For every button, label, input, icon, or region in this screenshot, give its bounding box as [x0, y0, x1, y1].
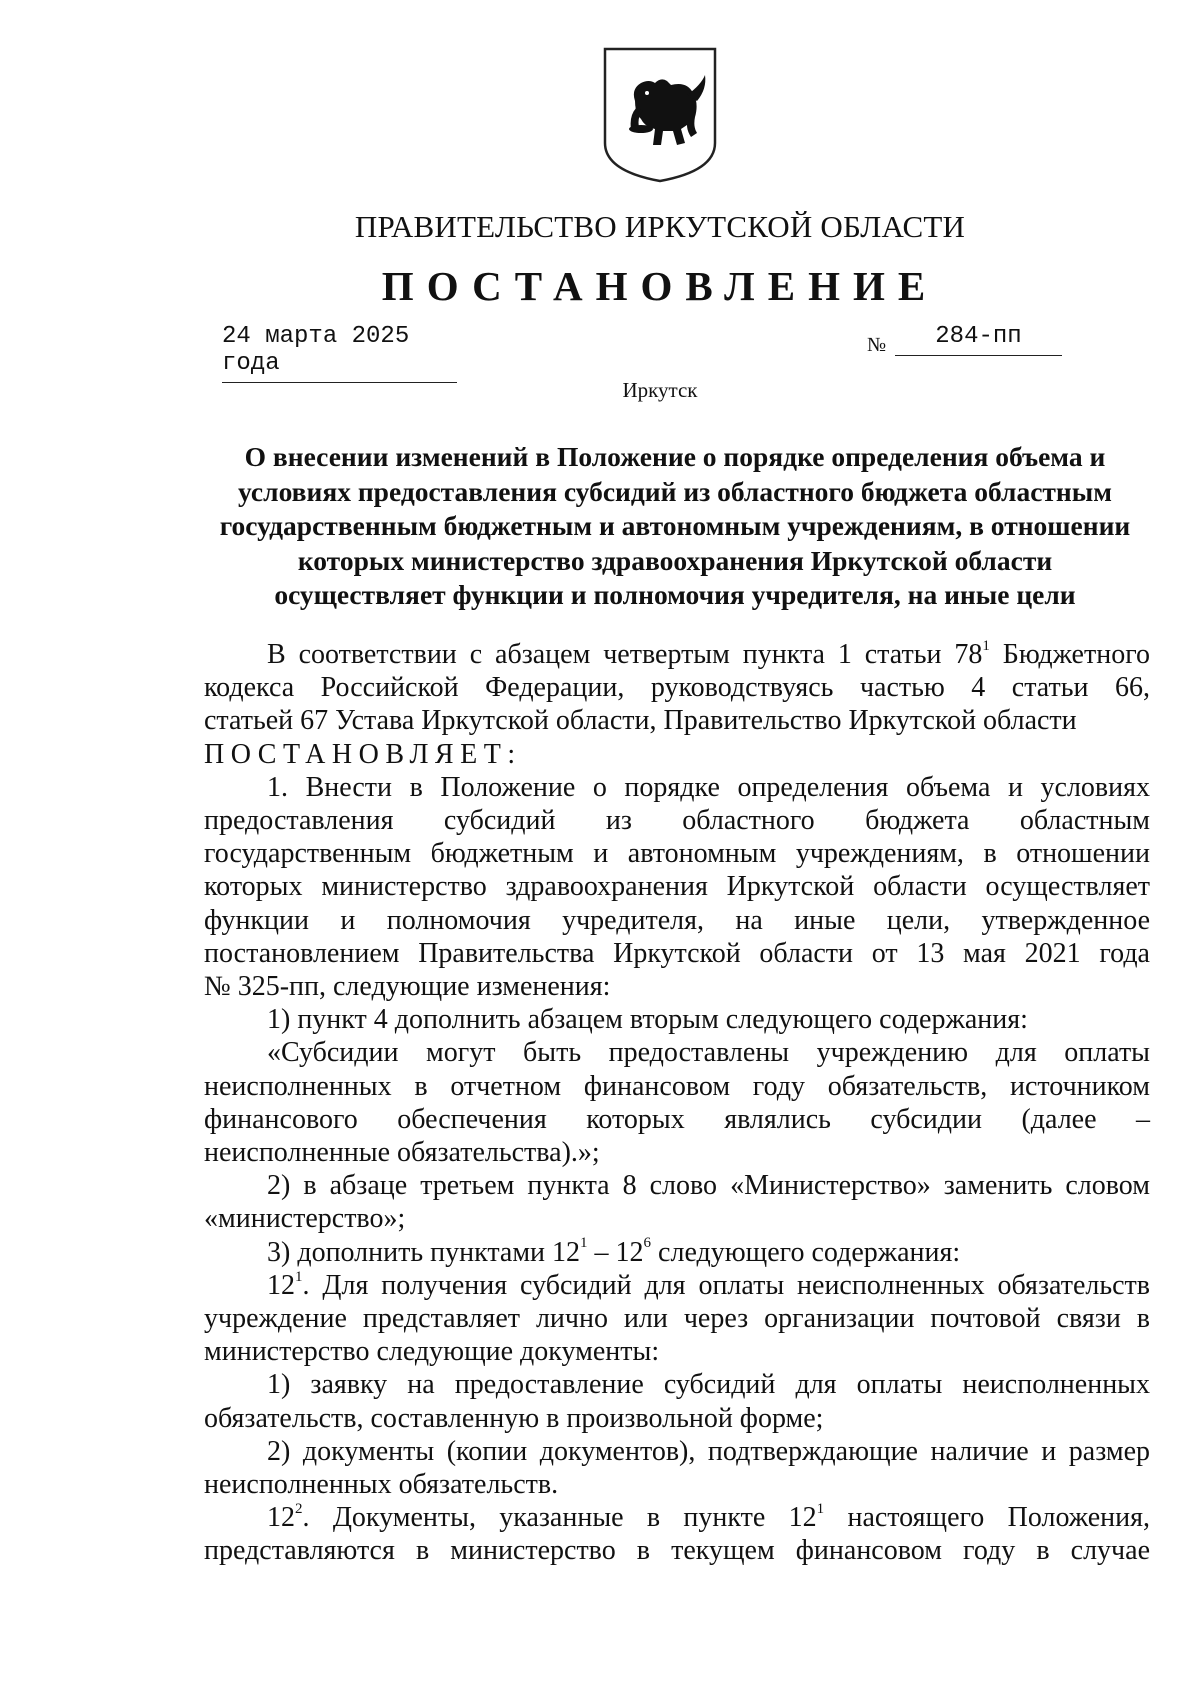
body-line: которых министерство здравоохранения Иркутской области осуществляет — [204, 871, 1150, 903]
body-line: 3) дополнить пунктами $12^1 - 12^6$ следующего содержания: — [267, 1235, 961, 1268]
body-line: неисполненных в отчетном финансовом году обязательств, источником — [204, 1070, 1150, 1102]
coat-of-arms-emblem — [601, 45, 719, 185]
body-line: неисполненных обязательств. — [204, 1469, 559, 1501]
title-line: государственным бюджетным и автономным учреждениям, в отношении — [219, 510, 1131, 541]
number-sign: № — [867, 334, 887, 356]
body-line: «министерство»; — [204, 1203, 406, 1235]
body-line: статьей 67 Устава Иркутской области, Правительство Иркутской области — [204, 705, 1077, 737]
body-line-decree: ПОСТАНОВЛЯЕТ: — [204, 738, 522, 770]
title-line: осуществляет функции и полномочия учредителя, на иные цели — [274, 579, 1076, 610]
body-line: «Субсидии могут быть предоставлены учреждению для оплаты — [267, 1037, 1150, 1069]
document-title — [190, 440, 1160, 613]
body-line: неисполненные обязательства).»; — [204, 1137, 600, 1169]
document-date: 24 марта 2025 года — [222, 323, 457, 383]
body-line: функции и полномочия учредителя, на иные цели, утвержденное — [204, 904, 1150, 936]
document-body — [204, 638, 1150, 1568]
body-line: постановлением Правительства Иркутской области от 13 мая 2021 года — [204, 937, 1150, 969]
body-line: министерство следующие документы: — [204, 1336, 660, 1368]
body-line: 1. Внести в Положение о порядке определения объема и условиях — [267, 771, 1150, 803]
body-line: предоставления субсидий из областного бюджета областным — [204, 805, 1150, 837]
city: Иркутск — [622, 378, 698, 402]
body-line: кодекса Российской Федерации, руководствуясь частью 4 статьи 66, — [204, 672, 1150, 704]
organization-name: ПРАВИТЕЛЬСТВО ИРКУТСКОЙ ОБЛАСТИ — [354, 209, 966, 244]
document-number: 284-пп — [895, 323, 1062, 356]
body-line: финансового обеспечения которых являлись субсидии (далее – — [204, 1103, 1150, 1135]
body-line: 2) документы (копии документов), подтверждающие наличие и размер — [267, 1435, 1150, 1467]
title-line: которых министерство здравоохранения Иркутской области — [297, 544, 1053, 576]
document-type: ПОСТАНОВЛЕНИЕ — [381, 263, 939, 309]
body-line: 1) заявку на предоставление субсидий для оплаты неисполненных — [267, 1369, 1150, 1401]
body-line: $12^2$. Документы, указанные в пункте $12^1$ настоящего Положения, — [267, 1500, 1150, 1534]
body-line: $12^1$. Для получения субсидий для оплаты неисполненных обязательств — [267, 1268, 1150, 1301]
body-line: 1) пункт 4 дополнить абзацем вторым следующего содержания: — [267, 1004, 1028, 1036]
title-line: О внесении изменений в Положение о порядке определения объема и — [244, 441, 1106, 472]
body-line: представляются в министерство в текущем финансовом году в случае — [204, 1535, 1150, 1567]
body-line: В соответствии с абзацем четвертым пункта 1 статьи $78^1$ Бюджетного — [267, 637, 1150, 670]
body-line: обязательств, составленную в произвольной форме; — [204, 1402, 824, 1434]
body-line: учреждение представляет лично или через организации почтовой связи в — [204, 1303, 1150, 1335]
body-line: № 325-пп, следующие изменения: — [204, 971, 611, 1003]
body-line: 2) в абзаце третьем пункта 8 слово «Министерство» заменить словом — [267, 1170, 1150, 1202]
body-line: государственным бюджетным и автономным учреждениям, в отношении — [204, 838, 1150, 870]
title-line: условиях предоставления субсидий из областного бюджета областным — [238, 475, 1112, 507]
